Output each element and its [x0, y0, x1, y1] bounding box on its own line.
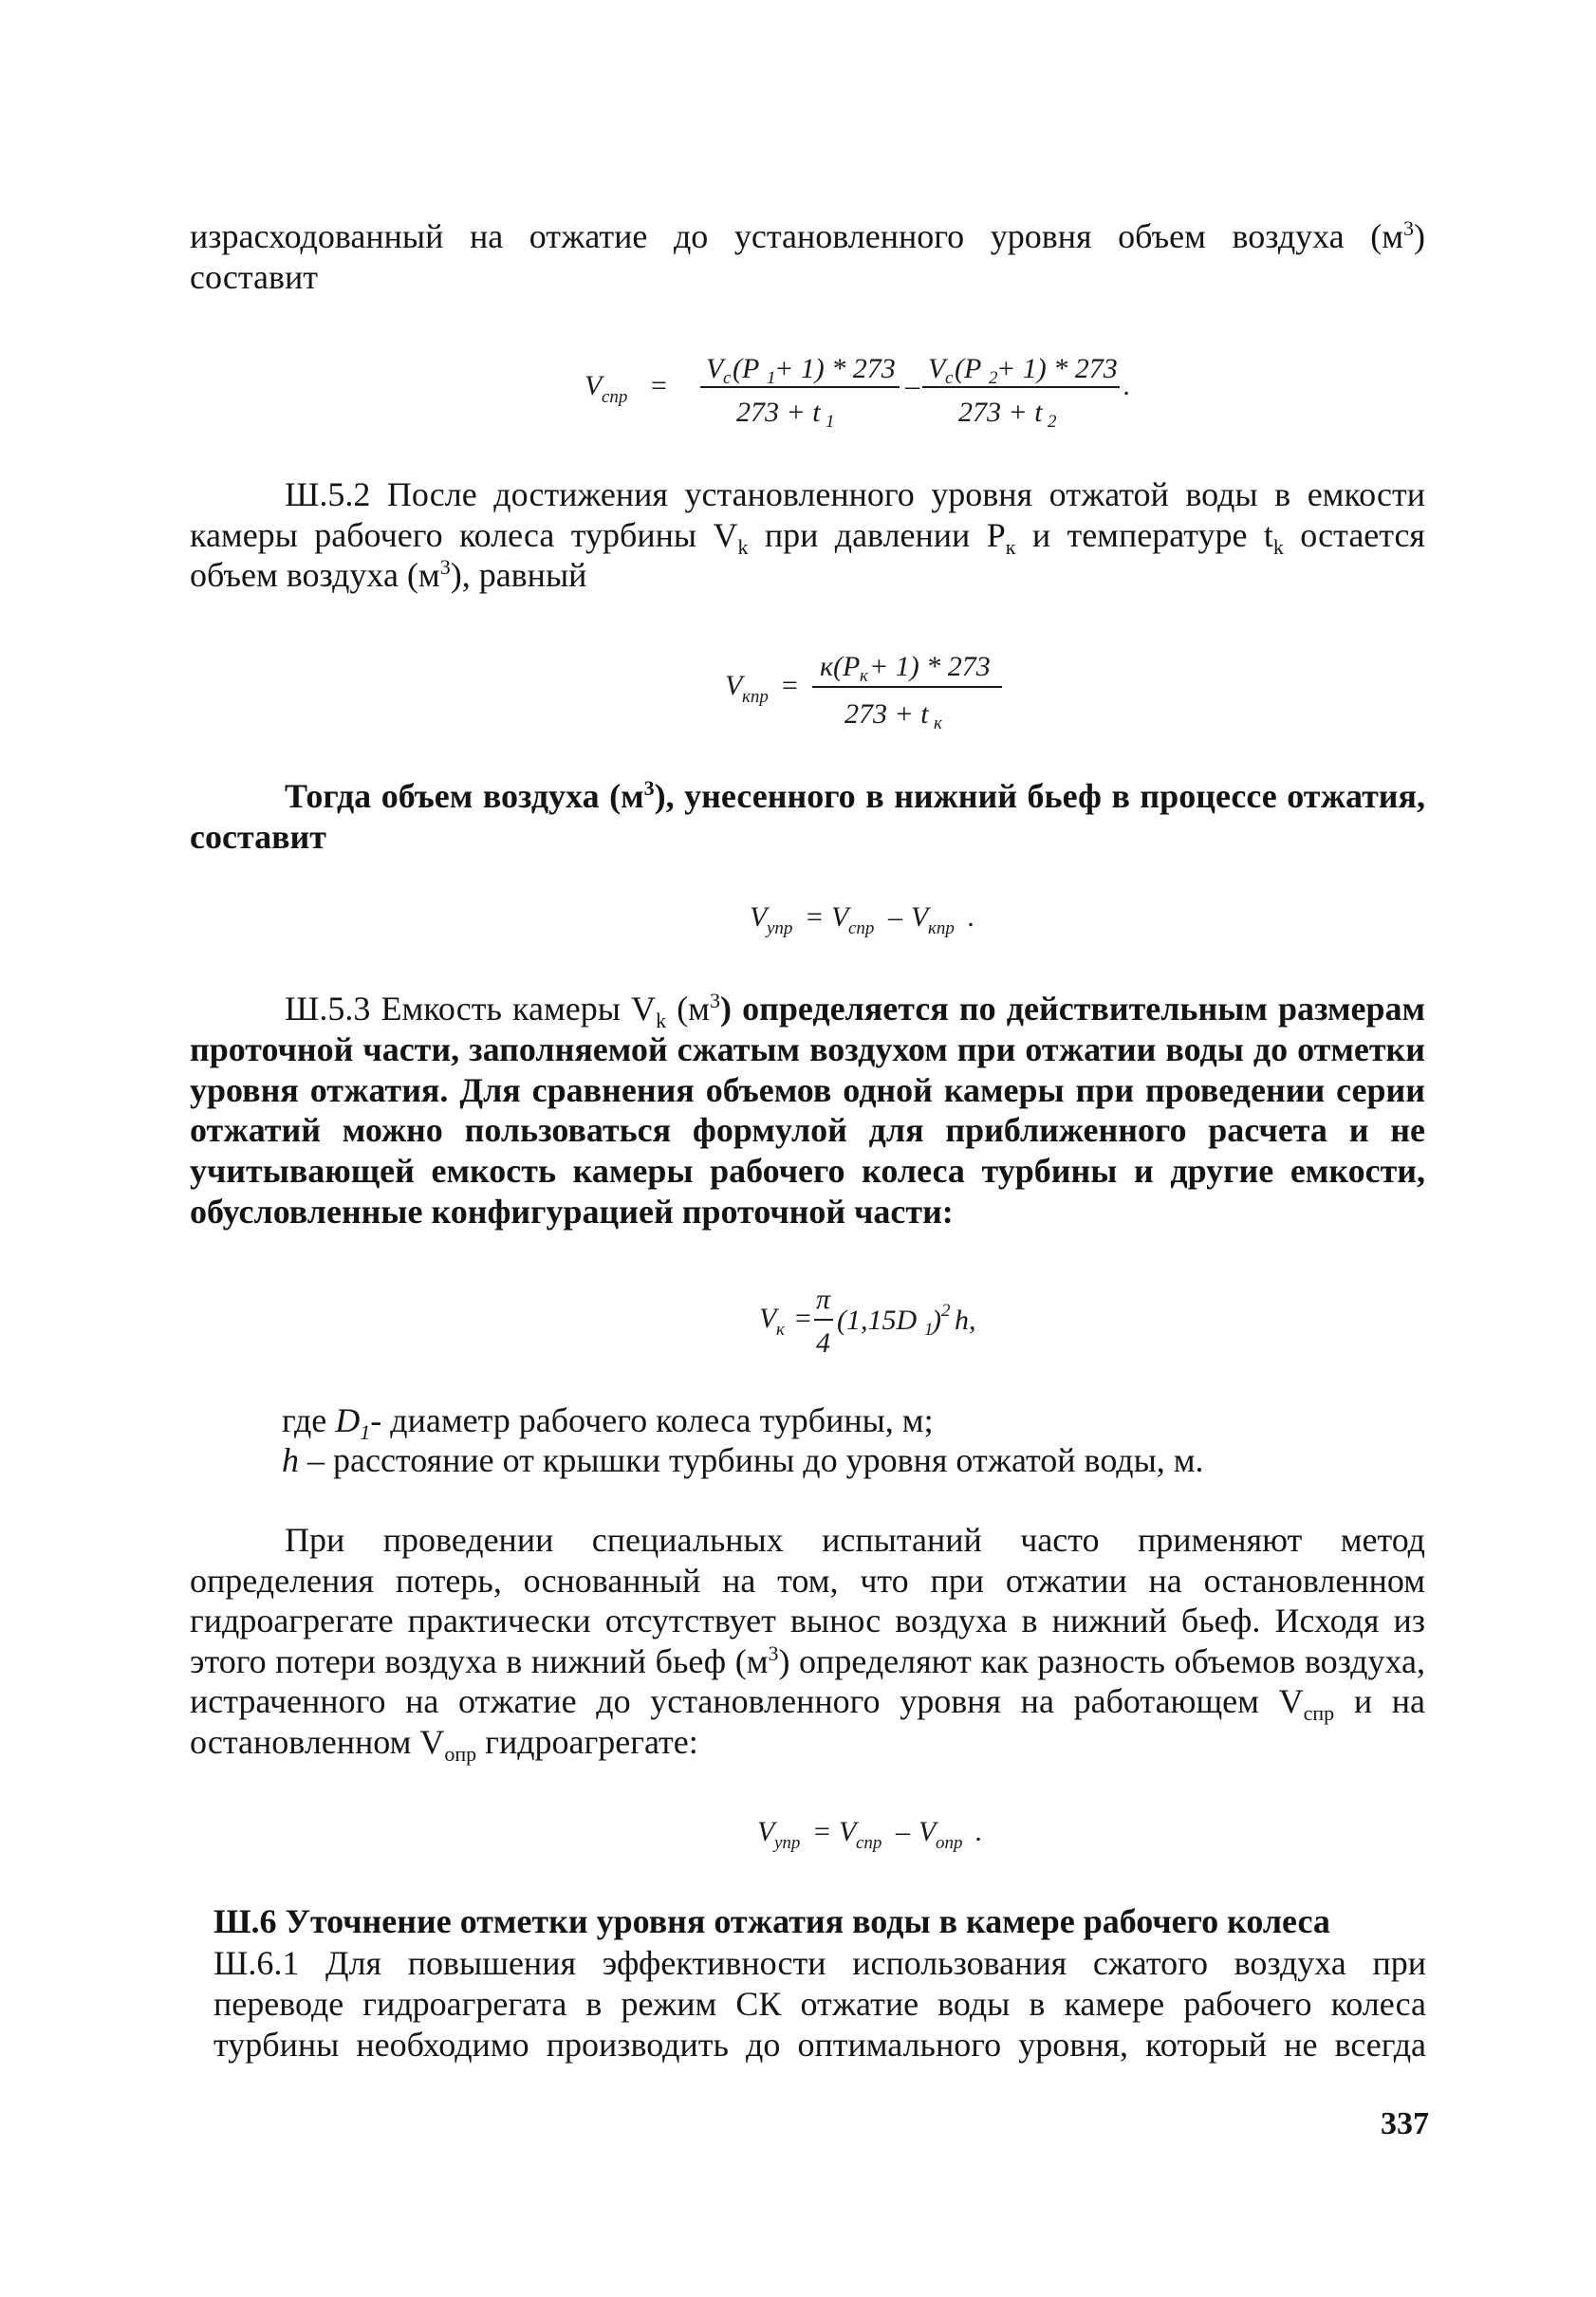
svg-text:=: = [812, 1816, 832, 1847]
svg-text:1: 1 [924, 1320, 934, 1340]
svg-text:упр: упр [767, 918, 793, 938]
svg-text:спр: спр [856, 1833, 882, 1853]
svg-text:(P: (P [955, 353, 982, 384]
svg-text:.: . [975, 1816, 983, 1847]
svg-text:V: V [759, 1303, 777, 1334]
svg-text:273 + t: 273 + t [736, 397, 821, 428]
svg-text:V: V [706, 353, 724, 384]
formula-v-upr-2 [753, 1806, 1010, 1868]
paragraph-losses-method: При проведении специальных испытаний часто применяют метод определения потерь, основанный на том, что при отжатии на остановленном гидроагрегате практически отсутствует вынос воздуха в нижний бьеф. Исходя из этого потери воздуха в нижний бьеф $(м^3)$ определяют как разность объемов воздуха, истраченного на отжатие до установленного уровня на работающем $V_{спр}$ и на остановленном $V_{опр}$ гидроагрегате: [190, 1521, 1426, 1767]
formula-legend [282, 1400, 1420, 1480]
legend-h: h – расстояние от крышки турбины до уровня отжатой воды, м. [282, 1441, 1204, 1479]
svg-text:4: 4 [816, 1327, 830, 1359]
legend-d1: где $D_1-$ диаметр рабочего колеса турбины, м; [282, 1401, 934, 1445]
svg-text:V: V [928, 353, 946, 384]
svg-text:h,: h, [955, 1305, 976, 1336]
svg-text:к(P: к(P [820, 651, 861, 682]
svg-text:1: 1 [767, 368, 776, 388]
paragraph-air-volume-intro: израсходованный на отжатие до установленного уровня объем воздуха $(м^3)$ составит [190, 216, 1425, 296]
svg-text:V: V [750, 901, 768, 933]
svg-text:V: V [911, 901, 929, 933]
paragraph-sh-6-1: Ш.6.1 Для повышения эффективности использования сжатого воздуха при переводе гидроагрегата в режим СК отжатие воды в камере рабочего колеса турбины необходимо производить до оптимального уровня, который не всегда [213, 1944, 1426, 2064]
svg-text:–: – [888, 901, 902, 933]
svg-text:=: = [805, 901, 825, 933]
svg-text:+ 1) * 273: + 1) * 273 [996, 353, 1118, 384]
formula-v-spr [577, 342, 1131, 441]
svg-text:1: 1 [826, 412, 835, 432]
svg-text:.: . [1123, 370, 1131, 401]
fraction-1 [700, 353, 900, 432]
svg-text:273 + t: 273 + t [844, 698, 929, 730]
formula-lhs: V [585, 370, 603, 401]
svg-text:π: π [816, 1284, 831, 1315]
svg-text:V: V [839, 1816, 857, 1847]
svg-text:V: V [757, 1816, 775, 1847]
svg-text:+ 1) * 273: + 1) * 273 [774, 353, 896, 384]
svg-text:=: = [780, 670, 800, 701]
formula-v-k [755, 1276, 1040, 1376]
svg-text:V: V [725, 670, 743, 701]
page-number: 337 [1381, 2106, 1429, 2141]
svg-text:+ 1) * 273: + 1) * 273 [869, 651, 991, 682]
svg-text:–: – [896, 1816, 910, 1847]
svg-text:(1,15D: (1,15D [837, 1305, 918, 1336]
svg-text:спр: спр [848, 918, 875, 938]
svg-text:к: к [860, 666, 868, 686]
svg-text:V: V [919, 1816, 937, 1847]
svg-text:2: 2 [1048, 412, 1057, 432]
svg-text:): ) [932, 1305, 941, 1336]
svg-text:кпр: кпр [928, 918, 955, 938]
svg-text:опр: опр [936, 1833, 963, 1853]
svg-text:(P: (P [733, 353, 760, 384]
section-heading-sh-6: Ш.6 Уточнение отметки уровня отжатия воды в камере рабочего колеса [213, 1902, 1330, 1940]
svg-text:упр: упр [774, 1833, 801, 1853]
svg-text:273 + t: 273 + t [958, 397, 1043, 428]
svg-text:=: = [649, 370, 669, 401]
svg-text:2: 2 [941, 1301, 951, 1321]
svg-text:–: – [905, 370, 919, 401]
svg-text:к: к [776, 1320, 785, 1340]
svg-text:V: V [831, 901, 849, 933]
svg-text:.: . [968, 901, 975, 933]
svg-text:2: 2 [989, 368, 998, 388]
svg-text:=: = [793, 1303, 813, 1334]
formula-v-kpr [721, 643, 1006, 743]
formula-v-upr-1 [746, 892, 1002, 954]
svg-text:c: c [945, 368, 954, 388]
svg-text:c: c [723, 368, 732, 388]
svg-text:кпр: кпр [742, 687, 769, 707]
paragraph-sh-5-2: Ш.5.2 После достижения установленного уровня отжатой воды в емкости камеры рабочего колеса турбины $V_k$ при давлении $P_к$ и температуре $t_k$ остается объем воздуха $(м^3)$, равный [190, 475, 1425, 594]
paragraph-sh-5-3: Ш.5.3 Емкость камеры $V_k$ $(м^3)$ определяется по действительным размерам проточной части, заполняемой сжатым воздухом при отжатии воды до отметки уровня отжатия. Для сравнения объемов одной камеры при проведении серии отжатий можно пользоваться формулой для приближенного расчета и не учитывающей емкость камеры рабочего колеса турбины и другие емкости, обусловленные конфигурацией проточной части: [190, 989, 1425, 1231]
svg-text:к: к [934, 713, 942, 733]
fraction-2 [922, 353, 1120, 432]
svg-text:спр: спр [602, 387, 628, 407]
paragraph-carried-air: Тогда объем воздуха $(м^3)$, унесенного в нижний бьеф в процессе отжатия, составит [190, 776, 1425, 856]
